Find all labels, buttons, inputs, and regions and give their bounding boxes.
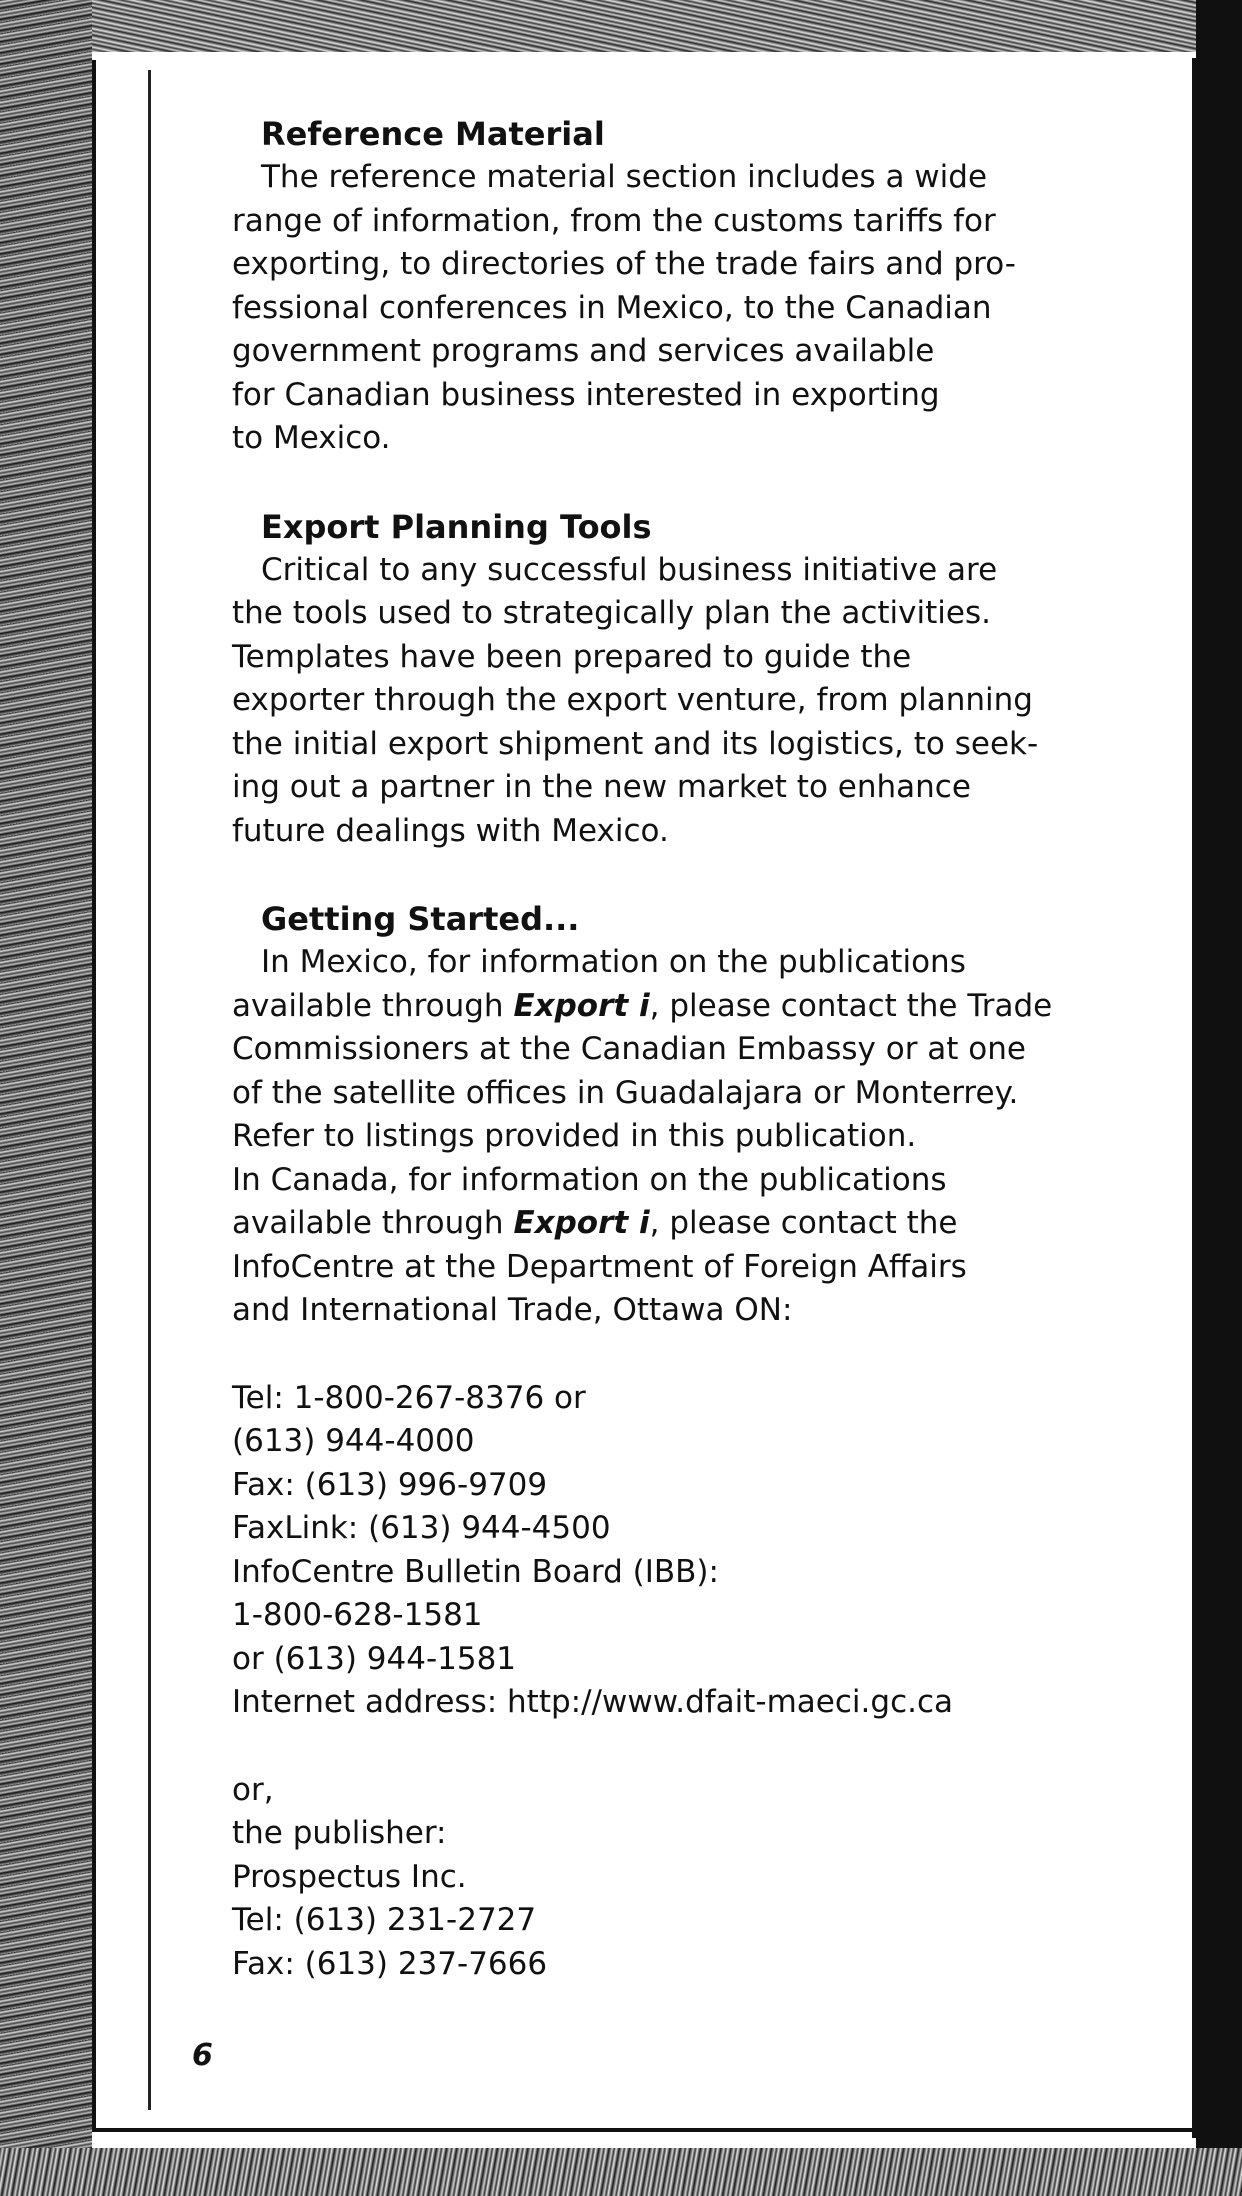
section-spacer xyxy=(232,853,1192,897)
contact-line-tel: Tel: 1-800-267-8376 or xyxy=(232,1379,586,1416)
body-text: , please contact the xyxy=(649,1205,958,1241)
publisher-line: or, xyxy=(232,1771,274,1808)
body-line: Templates have been prepared to guide the xyxy=(232,638,912,675)
section-heading: Reference Material xyxy=(261,115,605,153)
publication-name: Export i xyxy=(513,987,650,1024)
page-rule-right xyxy=(1192,58,1196,2138)
body-line xyxy=(232,1202,1192,1246)
contact-line-ibb-tollfree: 1-800-628-1581 xyxy=(232,1597,483,1633)
body-line: Critical to any successful business initiative are xyxy=(261,551,998,588)
section-heading: Getting Started... xyxy=(261,900,580,938)
page-number: 6 xyxy=(192,2038,213,2073)
contact-line-internet: Internet address: http://www.dfait-maeci.gc.ca xyxy=(232,1684,954,1720)
body-text: available through xyxy=(232,987,514,1024)
body-line: range of information, from the customs tariffs for xyxy=(232,202,996,239)
body-line xyxy=(232,985,1192,1029)
publisher-name: Prospectus Inc. xyxy=(232,1858,467,1895)
body-line: Refer to listings provided in this publication. xyxy=(232,1118,917,1154)
section-reference-material xyxy=(232,112,1192,461)
section-heading: Export Planning Tools xyxy=(261,507,652,546)
section-export-planning-tools xyxy=(232,505,1192,854)
section-body xyxy=(232,549,1192,854)
publisher-contact xyxy=(232,1769,1192,1987)
body-line: for Canadian business interested in exporting xyxy=(232,376,940,413)
contact-list xyxy=(232,1377,1192,1725)
body-line: The reference material section includes a wide xyxy=(261,159,988,195)
body-text: available through xyxy=(232,1205,514,1241)
body-line: In Mexico, for information on the publications xyxy=(261,944,966,980)
section-spacer xyxy=(232,461,1192,505)
contact-line-faxlink: FaxLink: (613) 944-4500 xyxy=(232,1510,611,1546)
body-line: the tools used to strategically plan the activities. xyxy=(232,595,991,631)
publication-name: Export i xyxy=(513,1205,650,1241)
body-line: the initial export shipment and its logistics, to seek- xyxy=(232,725,1039,762)
document-page xyxy=(92,52,1196,2148)
body-line: of the satellite offices in Guadalajara or Monterrey. xyxy=(232,1074,1019,1111)
body-line: government programs and services available xyxy=(232,333,935,369)
body-line: future dealings with Mexico. xyxy=(232,812,669,849)
contact-line-bulletin-board: InfoCentre Bulletin Board (IBB): xyxy=(232,1553,719,1590)
mexico-contact-paragraph xyxy=(232,941,1192,1159)
body-text: , please contact the Trade xyxy=(649,987,1053,1024)
body-line: ing out a partner in the new market to enhance xyxy=(232,769,971,805)
publisher-fax: Fax: (613) 237-7666 xyxy=(232,1945,548,1982)
page-rule-left-inner xyxy=(148,70,151,2110)
scan-border-left xyxy=(0,0,92,2196)
section-getting-started xyxy=(232,897,1192,1986)
body-line: exporter through the export venture, from planning xyxy=(232,682,1033,718)
body-line: InfoCentre at the Department of Foreign Affairs xyxy=(232,1248,967,1285)
publisher-tel: Tel: (613) 231-2727 xyxy=(232,1902,537,1938)
body-line: and International Trade, Ottawa ON: xyxy=(232,1292,793,1328)
scan-border-right xyxy=(1196,0,1242,2196)
body-line: fessional conferences in Mexico, to the Canadian xyxy=(232,289,992,326)
contact-line-tel-local: (613) 944-4000 xyxy=(232,1423,475,1459)
section-spacer xyxy=(232,1725,1192,1769)
contact-line-fax: Fax: (613) 996-9709 xyxy=(232,1466,548,1503)
body-line: exporting, to directories of the trade fairs and pro- xyxy=(232,246,1016,282)
page-content xyxy=(232,112,1192,1986)
page-rule-bottom xyxy=(92,2128,1196,2132)
body-line: In Canada, for information on the publications xyxy=(232,1161,947,1198)
section-body xyxy=(232,156,1192,461)
body-line: Commissioners at the Canadian Embassy or at one xyxy=(232,1031,1026,1067)
scan-border-bottom xyxy=(0,2148,1242,2196)
body-line: to Mexico. xyxy=(232,420,391,456)
section-spacer xyxy=(232,1333,1192,1377)
canada-contact-paragraph xyxy=(232,1159,1192,1333)
publisher-line: the publisher: xyxy=(232,1815,447,1851)
contact-line-ibb-local: or (613) 944-1581 xyxy=(232,1640,517,1677)
page-rule-left-outer xyxy=(92,60,96,2130)
scan-border-top xyxy=(0,0,1242,52)
